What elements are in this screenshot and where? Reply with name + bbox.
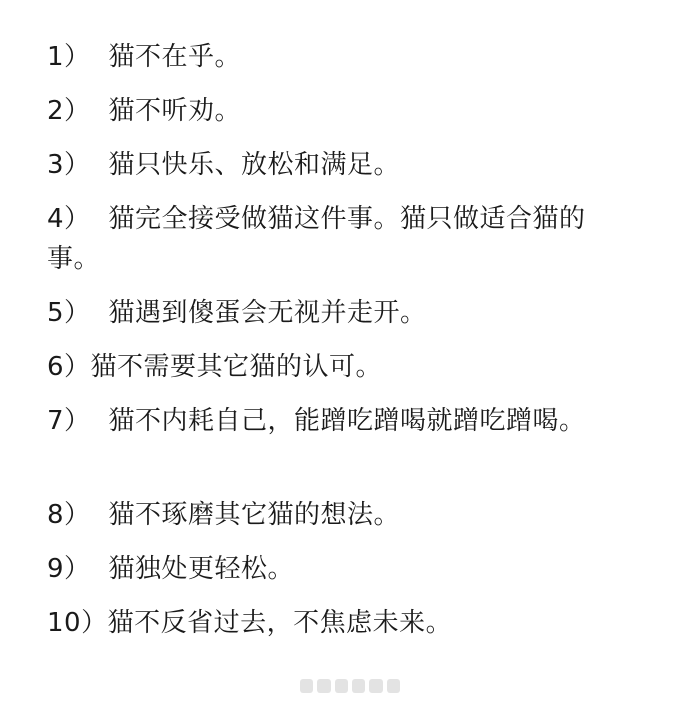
blurred-watermark [300,676,400,696]
watermark-block [352,679,365,693]
list-item [47,91,647,131]
item-text: 猫独处更轻松。 [108,554,295,584]
list-item [47,603,647,643]
item-text: 猫不听劝。 [108,96,242,126]
list-item [47,549,647,589]
item-text: 猫完全接受做猫这件事。猫只做适合猫的事。 [47,204,586,274]
item-text: 猫不反省过去，不焦虑未来。 [107,608,453,638]
watermark-block [387,679,400,693]
item-number: 7） [47,406,91,436]
list-item [47,293,647,333]
item-text: 猫不内耗自己，能蹭吃蹭喝就蹭吃蹭喝。 [108,406,586,436]
item-number: 10） [47,608,108,638]
list-item [47,199,637,279]
item-number: 1） [47,42,91,72]
item-number: 4） [47,204,91,234]
list-item [47,347,647,387]
item-text: 猫不在乎。 [108,42,242,72]
list-item [47,37,647,77]
item-number: 3） [47,150,91,180]
item-number: 6） [47,352,91,382]
item-number: 5） [47,298,91,328]
watermark-block [335,679,348,693]
item-number: 9） [47,554,91,584]
item-number: 8） [47,500,91,530]
item-text: 猫不需要其它猫的认可。 [90,352,383,382]
list-item [47,401,637,481]
watermark-block [369,679,382,693]
list-item [47,145,647,185]
watermark-block [317,679,330,693]
watermark-block [300,679,313,693]
item-text: 猫只快乐、放松和满足。 [108,150,401,180]
list-item [47,495,647,535]
item-number: 2） [47,96,91,126]
item-text: 猫遇到傻蛋会无视并走开。 [108,298,427,328]
cat-rules-list [47,37,647,657]
item-text: 猫不琢磨其它猫的想法。 [108,500,401,530]
